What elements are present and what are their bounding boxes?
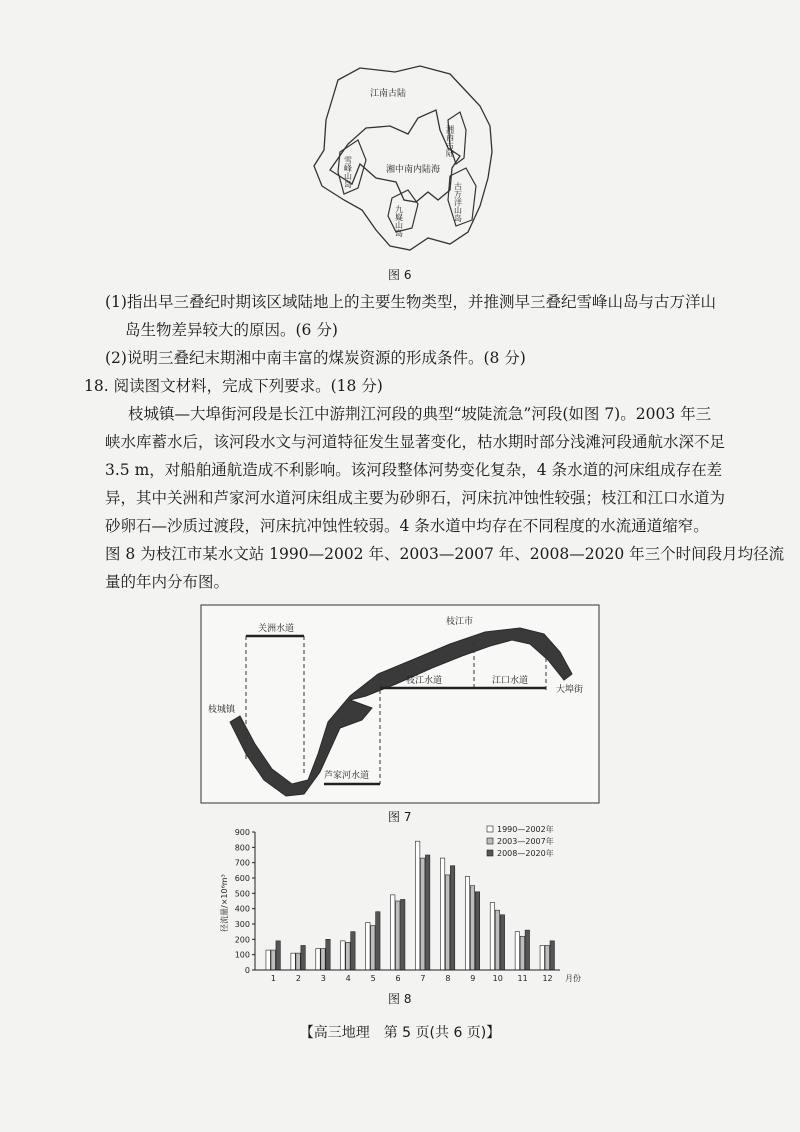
bar-3-1	[321, 949, 325, 970]
bar-10-2	[500, 915, 504, 970]
q18-line-4: 异，其中关洲和芦家河水道河床组成主要为砂卵石，河床抗冲蚀性较强；枝江和江口水道为	[105, 489, 726, 507]
bar-6-2	[401, 899, 405, 970]
q18-line-1: 枝城镇—大埠街河段是长江中游荆江河段的典型“坡陡流急”河段(如图 7)。2003 年三	[128, 405, 712, 423]
label-zhijiang-channel: 枝江水道	[406, 676, 443, 686]
fig8-chart	[215, 822, 595, 994]
fig6-caption: 图 6	[388, 268, 412, 282]
y-tick-label: 0	[244, 966, 250, 975]
bar-4-0	[341, 941, 345, 970]
fig8-caption: 图 8	[388, 992, 412, 1006]
x-tick-label: 1	[270, 974, 277, 983]
x-tick-label: 11	[517, 974, 528, 983]
bar-8-1	[445, 875, 449, 970]
y-tick-label: 900	[234, 828, 250, 837]
bar-6-1	[396, 901, 400, 970]
x-tick-label: 9	[470, 974, 476, 983]
q18-title: 18. 阅读图文材料，完成下列要求。(18 分)	[84, 377, 383, 395]
bar-4-1	[346, 942, 350, 970]
x-tick-label: 6	[395, 974, 401, 983]
y-tick-label: 700	[234, 858, 250, 868]
bar-11-0	[515, 932, 519, 970]
x-tick-label: 7	[420, 974, 426, 983]
y-tick-label: 400	[234, 904, 250, 914]
bar-3-2	[326, 939, 330, 970]
bar-5-2	[376, 912, 380, 970]
legend-swatch	[487, 850, 493, 856]
fig6-map	[300, 60, 510, 260]
label-zhijiang-city: 枝江市	[446, 617, 474, 627]
bar-11-1	[520, 936, 524, 970]
bar-9-2	[475, 892, 479, 970]
chart-xlabel: 月份	[565, 974, 581, 983]
bar-1-0	[266, 950, 270, 970]
bar-7-0	[415, 841, 419, 970]
bar-11-2	[525, 930, 529, 970]
label-lujiahe: 芦家河水道	[324, 771, 370, 781]
bar-9-1	[470, 886, 474, 970]
bar-7-1	[420, 858, 424, 970]
x-tick-label: 2	[295, 974, 301, 983]
y-tick-label: 200	[234, 935, 250, 945]
x-tick-label: 3	[320, 974, 326, 983]
q18-line-2: 峡水库蓄水后，该河段水文与河道特征发生显著变化，枯水期时部分浅滩河段通航水深不足	[105, 433, 726, 451]
x-tick-label: 8	[445, 974, 451, 983]
q18-line-5: 砂卵石—沙质过渡段，河床抗冲蚀性较弱。4 条水道中均存在不同程度的水流通道缩窄。	[105, 517, 709, 535]
q17-sub1-line1: (1)指出早三叠纪时期该区域陆地上的主要生物类型，并推测早三叠纪雪峰山岛与古万洋山	[105, 293, 716, 311]
fig7-caption: 图 7	[388, 810, 412, 824]
bar-2-2	[301, 945, 305, 970]
legend-swatch	[487, 838, 493, 844]
bar-1-1	[271, 950, 275, 970]
bar-9-0	[465, 876, 469, 970]
bar-1-2	[276, 941, 280, 970]
label-xuefeng: 雪峰山岛	[343, 156, 353, 188]
bar-10-1	[495, 910, 499, 970]
legend-swatch	[487, 826, 493, 832]
x-tick-label: 12	[542, 974, 553, 983]
bar-6-0	[391, 895, 395, 970]
bar-7-2	[425, 855, 429, 970]
page-footer: 【高三地理 第 5 页(共 6 页)】	[299, 1025, 501, 1041]
label-inland-sea: 湘中南内陆海	[386, 165, 441, 175]
bar-4-2	[351, 932, 355, 970]
x-tick-label: 5	[370, 974, 376, 983]
bar-8-2	[450, 866, 454, 970]
bar-2-1	[296, 953, 300, 970]
bar-8-0	[440, 858, 444, 970]
chart-ylabel: 径流量/×10⁶m³	[220, 874, 229, 932]
legend-entry: 2003—2007年	[497, 837, 554, 846]
q17-sub1-line2: 岛生物差异较大的原因。(6 分)	[125, 321, 338, 339]
legend-entry: 1990—2002年	[497, 825, 554, 834]
bar-5-1	[371, 926, 375, 970]
y-tick-label: 600	[234, 874, 250, 883]
x-tick-label: 4	[345, 974, 351, 983]
label-jiangkou: 江口水道	[492, 676, 529, 686]
label-guwanyang: 古万洋山岛	[453, 182, 463, 222]
q18-line-3: 3.5 m，对船舶通航造成不利影响。该河段整体河势变化复杂，4 条水道的河床组成存在差	[105, 461, 723, 479]
y-tick-label: 500	[234, 889, 250, 899]
y-tick-label: 100	[234, 950, 250, 960]
q18-line-7: 量的年内分布图。	[105, 573, 230, 591]
bar-5-0	[366, 922, 370, 970]
label-dabujie: 大埠街	[556, 685, 584, 695]
bar-12-2	[550, 941, 554, 970]
bar-12-0	[540, 945, 544, 970]
y-tick-label: 300	[234, 920, 250, 929]
bar-3-0	[316, 949, 320, 970]
label-xiangxi: 湘西古陆	[445, 125, 455, 157]
y-tick-label: 800	[234, 843, 250, 853]
q18-line-6: 图 8 为枝江市某水文站 1990—2002 年、2003—2007 年、2008—2020 年三个时间段月均径流	[105, 545, 785, 563]
fig7-map	[200, 604, 600, 804]
label-guanzhou: 关洲水道	[258, 624, 295, 634]
bar-12-1	[545, 945, 549, 970]
q17-sub2: (2)说明三叠纪末期湘中南丰富的煤炭资源的形成条件。(8 分)	[105, 349, 526, 367]
label-jiuyi: 九嶷山岛	[394, 205, 404, 237]
label-zhicheng: 枝城镇	[208, 705, 236, 715]
bar-10-0	[490, 903, 494, 970]
label-jiangnan: 江南古陆	[370, 89, 407, 99]
x-tick-label: 10	[492, 974, 503, 983]
legend-entry: 2008—2020年	[497, 849, 554, 858]
bar-2-0	[291, 953, 295, 970]
